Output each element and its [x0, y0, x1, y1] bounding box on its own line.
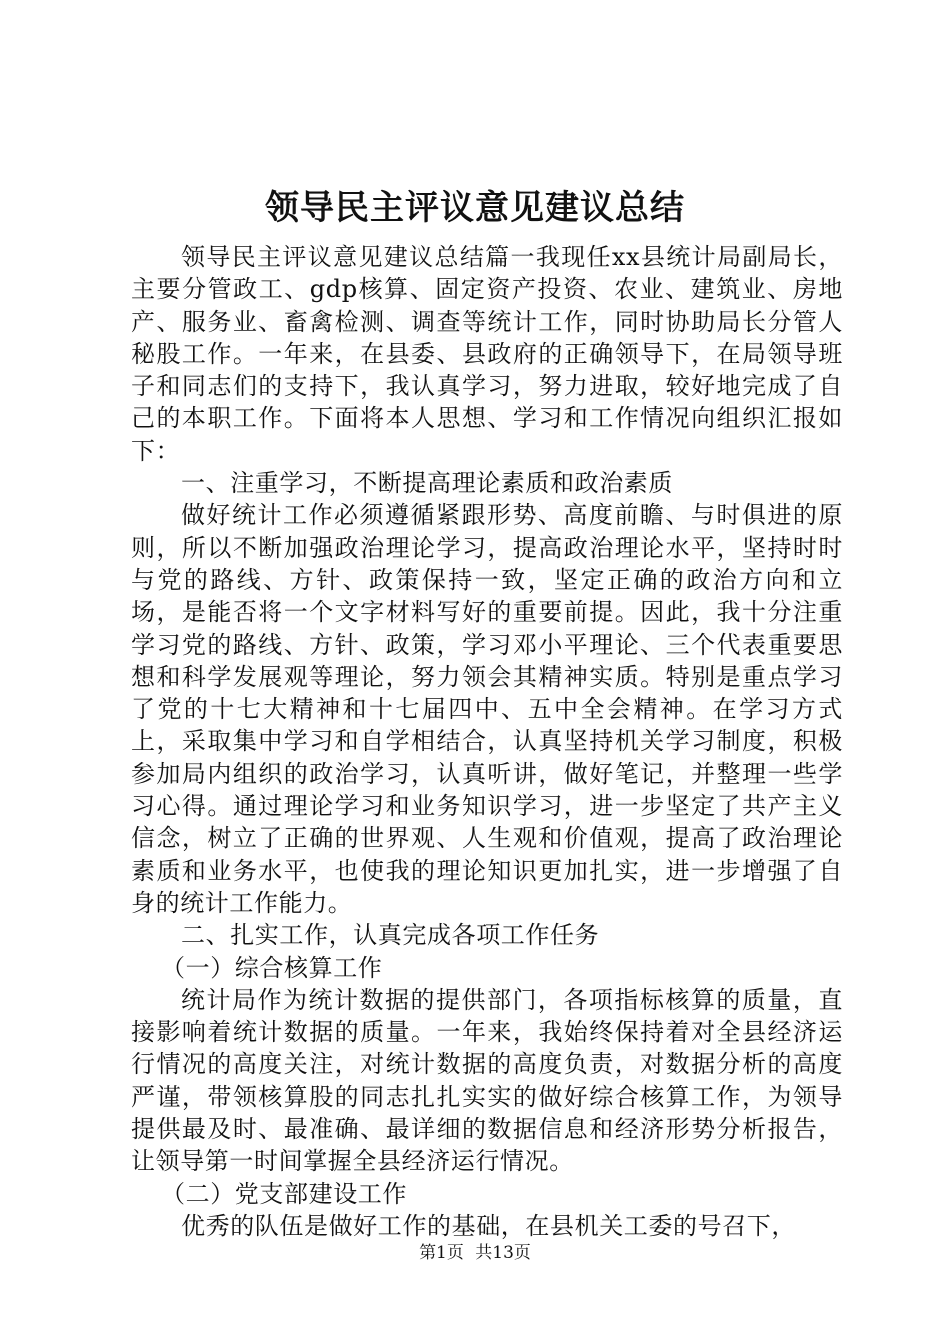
paragraph-accounting: 统计局作为统计数据的提供部门，各项指标核算的质量，直接影响着统计数据的质量。一年来，我始终保持着对全县经济运行情况的高度关注，对统计数据的高度负责，对数据分析的高度严谨，带领核算股的同志扎扎实实的做好综合核算工作，为领导提供最及时、最准确、最详细的数据信息和经济形势分析报告，让领导第一时间掌握全县经济运行情况。 — [131, 985, 843, 1176]
paragraph-study: 做好统计工作必须遵循紧跟形势、高度前瞻、与时俱进的原则，所以不断加强政治理论学习，提高政治理论水平，坚持时时与党的路线、方针、政策保持一致，坚定正确的政治方向和立场，是能否将一个文字材料写好的重要前提。因此，我十分注重学习党的路线、方针、政策，学习邓小平理论、三个代表重要思想和科学发展观等理论，努力领会其精神实质。特别是重点学习了党的十七大精神和十七届四中、五中全会精神。在学习方式上，采取集中学习和自学相结合，认真坚持机关学习制度，积极参加局内组织的政治学习，认真听讲，做好笔记，并整理一些学习心得。通过理论学习和业务知识学习，进一步坚定了共产主义信念，树立了正确的世界观、人生观和价值观，提高了政治理论素质和业务水平，也使我的理论知识更加扎实，进一步增强了自身的统计工作能力。 — [131, 501, 843, 917]
document-body — [131, 241, 843, 1242]
subsection-heading-1: （一）综合核算工作 — [161, 953, 383, 982]
section-heading-2: 二、扎实工作，认真完成各项工作任务 — [181, 921, 600, 950]
page-footer — [0, 1241, 950, 1265]
page-total: 共13页 — [475, 1243, 531, 1263]
document-title: 领导民主评议意见建议总结 — [265, 188, 685, 228]
paragraph-intro: 领导民主评议意见建议总结篇一我现任xx县统计局副局长，主要分管政工、gdp核算、固定资产投资、农业、建筑业、房地产、服务业、畜禽检测、调查等统计工作，同时协助局长分管人秘股工作。一年来，在县委、县政府的正确领导下，在局领导班子和同志们的支持下，我认真学习，努力进取，较好地完成了自己的本职工作。下面将本人思想、学习和工作情况向组织汇报如下： — [131, 243, 843, 465]
subsection-heading-2: （二）党支部建设工作 — [161, 1179, 407, 1208]
section-heading-1: 一、注重学习，不断提高理论素质和政治素质 — [181, 469, 673, 498]
page-number: 第1页 — [419, 1243, 464, 1263]
paragraph-party-branch: 优秀的队伍是做好工作的基础，在县机关工委的号召下， — [181, 1211, 796, 1240]
